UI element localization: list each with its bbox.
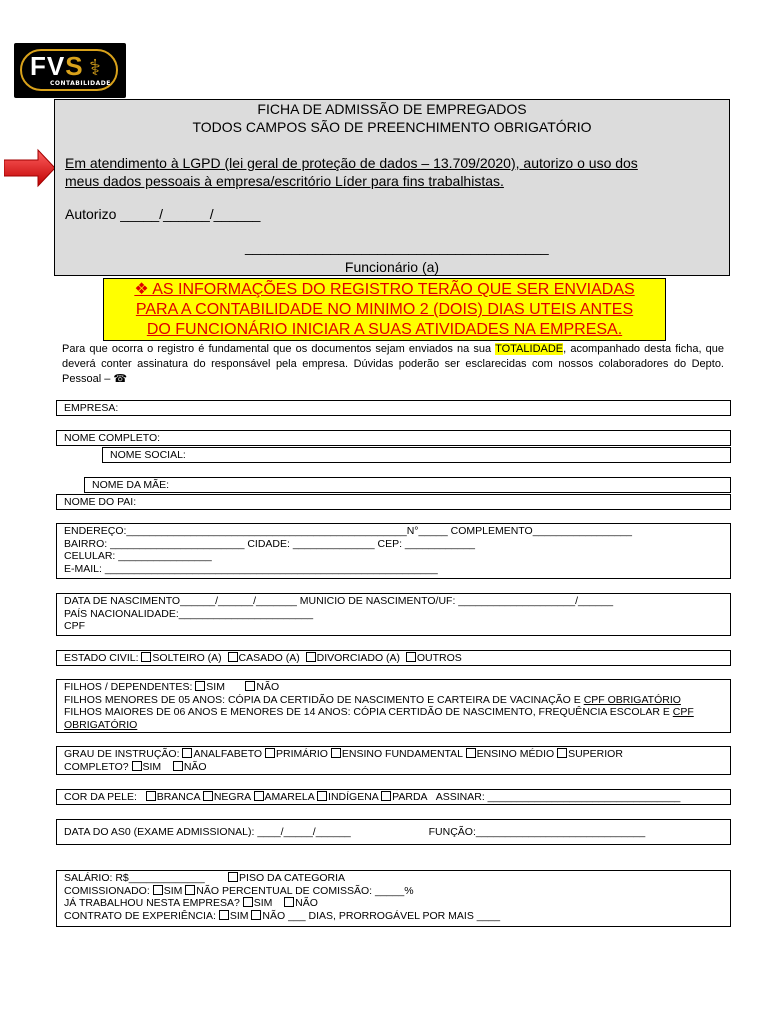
- salario-line: [64, 872, 723, 885]
- lgpd-consent-box: [54, 99, 730, 276]
- solteiro-label: SOLTEIRO (A): [152, 652, 222, 664]
- divorciado-checkbox[interactable]: [306, 652, 316, 662]
- nascimento-line[interactable]: DATA DE NASCIMENTO______/______/_______ MUNICIO DE NASCIMENTO/UF: ____________________/______: [64, 595, 614, 607]
- notice-line1: ❖ AS INFORMAÇÕES DO REGISTRO TERÃO QUE SER ENVIADAS: [134, 281, 635, 298]
- pais-line[interactable]: PAÍS NACIONALIDADE:_______________________: [64, 607, 314, 620]
- superior-label: SUPERIOR: [568, 748, 623, 760]
- fundamental-label: ENSINO FUNDAMENTAL: [341, 748, 463, 760]
- filhos-sim-label: SIM: [206, 681, 225, 693]
- amarela-checkbox[interactable]: [254, 791, 264, 801]
- contrato-line: [64, 910, 723, 923]
- analfabeto-label: ANALFABETO: [193, 748, 263, 760]
- logo-brand: FVS: [30, 51, 84, 81]
- contrato-dias-label: NÃO ___ DIAS, PRORROGÁVEL POR MAIS ____: [262, 909, 501, 922]
- cpf-rg-line[interactable]: CPF: [64, 620, 85, 632]
- piso-checkbox[interactable]: [228, 872, 238, 882]
- notice-line2: PARA A CONTABILIDADE NO MINIMO 2 (DOIS) DIAS UTEIS ANTES: [135, 301, 634, 318]
- comissionado-sim-label: SIM: [163, 884, 183, 897]
- obrigatorio-text: OBRIGATÓRIO: [64, 718, 138, 731]
- completo-sim-checkbox[interactable]: [132, 761, 142, 771]
- fundamental-checkbox[interactable]: [331, 748, 341, 758]
- signature-label: Funcionário (a): [344, 259, 440, 275]
- comissionado-line: [64, 885, 723, 898]
- bairro-line[interactable]: BAIRRO: _______________________ CIDADE: ______________ CEP: ____________: [64, 537, 475, 550]
- assinar-field[interactable]: ASSINAR: _________________________________: [435, 791, 681, 803]
- intro-text-1: Para que ocorra o registro é fundamental que os documentos sejam enviados na sua: [62, 343, 496, 355]
- completo-line: [64, 761, 723, 774]
- indigena-label: INDÍGENA: [328, 791, 379, 803]
- contrato-sim-checkbox[interactable]: [219, 910, 229, 920]
- filhos-section: [56, 679, 731, 733]
- phone-icon: ☎: [113, 373, 128, 385]
- cpf-text: CPF: [672, 706, 694, 718]
- casado-checkbox[interactable]: [228, 652, 238, 662]
- filhos-line: [64, 681, 723, 694]
- nome-mae-field[interactable]: [84, 477, 731, 493]
- nome-completo-label: NOME COMPLETO:: [64, 432, 161, 444]
- cor-label: COR DA PELE:: [64, 791, 137, 803]
- nome-social-field[interactable]: [102, 447, 731, 463]
- estado-civil-section: [56, 650, 731, 666]
- filhos-menores-text: FILHOS MENORES DE 05 ANOS: CÓPIA DA CERTIDÃO DE NASCIMENTO E CARTEIRA DE VACINAÇÃO E: [64, 693, 584, 706]
- nome-pai-field[interactable]: [56, 494, 731, 510]
- salario-section: [56, 870, 731, 927]
- aso-field[interactable]: DATA DO AS0 (EXAME ADMISSIONAL): ____/_____/______: [64, 826, 351, 838]
- grau-label: GRAU DE INSTRUÇÃO:: [64, 748, 180, 760]
- branca-label: BRANCA: [156, 791, 200, 803]
- filhos-sim-checkbox[interactable]: [195, 681, 205, 691]
- comissionado-nao-checkbox[interactable]: [185, 885, 195, 895]
- autorizo-date-field[interactable]: Autorizo _____/______/______: [65, 206, 261, 222]
- comissionado-nao-label: NÃO PERCENTUAL DE COMISSÃO: _____%: [196, 884, 414, 897]
- lgpd-text-line1: Em atendimento à LGPD (lei geral de proteção de dados – 13.709/2020), autorizo o uso dos: [65, 155, 638, 171]
- company-logo: [14, 43, 126, 98]
- filhos-maiores-text: FILHOS MAIORES DE 06 ANOS E MENORES DE 14 ANOS: CÓPIA CERTIDÃO DE NASCIMENTO, FREQUÊNCIA ESCOLAR E: [64, 706, 673, 718]
- nome-mae-label: NOME DA MÃE:: [92, 479, 170, 491]
- ja-trabalhou-line: [64, 897, 723, 910]
- outros-label: OUTROS: [416, 652, 462, 664]
- filhos-nao-label: NÃO: [256, 681, 280, 693]
- ja-trabalhou-sim-checkbox[interactable]: [243, 897, 253, 907]
- intro-highlight: TOTALIDADE: [495, 343, 564, 355]
- ja-trabalhou-label: JÁ TRABALHOU NESTA EMPRESA?: [64, 897, 240, 909]
- endereco-line[interactable]: ENDEREÇO:________________________________________________N°_____ COMPLEMENTO_________________: [64, 525, 632, 537]
- negra-label: NEGRA: [213, 791, 251, 803]
- solteiro-checkbox[interactable]: [141, 652, 151, 662]
- contrato-label: CONTRATO DE EXPERIÊNCIA:: [64, 909, 216, 922]
- intro-text-2: , acompanhado desta ficha, que deverá conter assinatura do responsável pela empresa. Dúvidas poderão ser esclarecidas com nossos colaboradores do Depto. Pessoal –: [62, 343, 724, 385]
- empresa-label: EMPRESA:: [64, 402, 119, 414]
- red-arrow-icon: [4, 148, 56, 188]
- primario-checkbox[interactable]: [265, 748, 275, 758]
- comissionado-label: COMISSIONADO:: [64, 884, 150, 897]
- contrato-sim-label: SIM: [229, 909, 249, 922]
- estado-civil-label: ESTADO CIVIL:: [64, 652, 139, 664]
- signature-line[interactable]: _______________________________________: [245, 239, 549, 255]
- nome-pai-label: NOME DO PAI:: [64, 496, 137, 508]
- funcao-field[interactable]: FUNÇÃO:_____________________________: [428, 826, 646, 838]
- completo-label: COMPLETO?: [64, 760, 129, 773]
- analfabeto-checkbox[interactable]: [182, 748, 192, 758]
- email-line[interactable]: E-MAIL: _________________________________________________________: [64, 562, 438, 575]
- empresa-field[interactable]: [56, 400, 731, 416]
- branca-checkbox[interactable]: [146, 791, 156, 801]
- filhos-menores-line: [64, 694, 723, 707]
- endereco-section[interactable]: [56, 523, 731, 579]
- cor-pele-section: [56, 789, 731, 805]
- logo-subtitle: CONTABILIDADE: [50, 80, 111, 87]
- nome-social-label: NOME SOCIAL:: [110, 449, 186, 461]
- filhos-label: FILHOS / DEPENDENTES:: [64, 681, 193, 693]
- contrato-nao-checkbox[interactable]: [251, 910, 261, 920]
- outros-checkbox[interactable]: [406, 652, 416, 662]
- divorciado-label: DIVORCIADO (A): [316, 652, 401, 664]
- salario-field[interactable]: SALÁRIO: R$_____________: [64, 872, 205, 884]
- piso-label: PISO DA CATEGORIA: [239, 872, 346, 884]
- parda-checkbox[interactable]: [381, 791, 391, 801]
- completo-nao-label: NÃO: [183, 760, 207, 773]
- caduceus-icon: ⚕: [89, 55, 101, 80]
- ja-trabalhou-nao-checkbox[interactable]: [284, 897, 294, 907]
- primario-label: PRIMÁRIO: [276, 748, 328, 760]
- indigena-checkbox[interactable]: [317, 791, 327, 801]
- medio-checkbox[interactable]: [466, 748, 476, 758]
- filhos-maiores-line: [64, 706, 723, 719]
- ja-trabalhou-sim-label: SIM: [253, 897, 273, 909]
- lgpd-text-line2: meus dados pessoais à empresa/escritório Líder para fins trabalhistas.: [65, 173, 504, 189]
- celular-line[interactable]: CELULAR: ________________: [64, 550, 212, 562]
- ja-trabalhou-nao-label: NÃO: [295, 897, 318, 909]
- superior-checkbox[interactable]: [557, 748, 567, 758]
- parda-label: PARDA: [392, 791, 428, 803]
- form-subtitle: TODOS CAMPOS SÃO DE PREENCHIMENTO OBRIGATÓRIO: [192, 119, 592, 135]
- amarela-label: AMARELA: [264, 791, 315, 803]
- intro-paragraph: [62, 342, 724, 387]
- nome-completo-field[interactable]: [56, 430, 731, 446]
- casado-label: CASADO (A): [238, 652, 300, 664]
- cpf-obrigatorio-text: CPF OBRIGATÓRIO: [583, 693, 681, 706]
- deadline-notice: [103, 278, 666, 341]
- aso-section: [56, 819, 731, 845]
- nascimento-section[interactable]: [56, 593, 731, 636]
- medio-label: ENSINO MÉDIO: [476, 748, 555, 760]
- completo-nao-checkbox[interactable]: [173, 761, 183, 771]
- grau-line: [64, 748, 723, 761]
- form-title: FICHA DE ADMISSÃO DE EMPREGADOS: [257, 101, 527, 117]
- completo-sim-label: SIM: [142, 760, 162, 773]
- filhos-nao-checkbox[interactable]: [245, 681, 255, 691]
- comissionado-sim-checkbox[interactable]: [153, 885, 163, 895]
- grau-instrucao-section: [56, 746, 731, 775]
- negra-checkbox[interactable]: [203, 791, 213, 801]
- notice-line3: DO FUNCIONÁRIO INICIAR A SUAS ATIVIDADES NA EMPRESA.: [146, 321, 623, 338]
